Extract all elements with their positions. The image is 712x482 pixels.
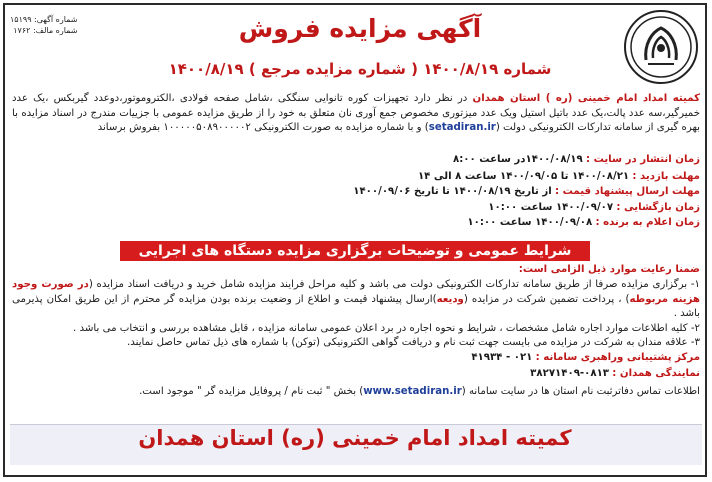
ad-number: شماره آگهی: ۱۵۱۹۹ [10,15,78,24]
condition-item-3: ۳- علاقه مندان به شرکت در مزایده می بایست جهت ثبت نام و دریافت گواهی الکترونیکی (توکن) با شماره های ذیل تماس حاصل نمایند. [127,337,700,348]
intro-text: در نظر دارد تجهیزات کوره تانوایی سنگکی ،شامل صفحه فولادی ،الکتروموتور،دوعدد گیربکس ،یک عدد خمیرگیر،سه عدد پالت،یک عدد باتیل استیل ویک عدد میزتوری مخصوص جمع آوری نان متعلق به خود را از طریق مزایده عمومی با جزییات مندرج در اسناد مزایده با بهره گیری از سامانه تدارکات الکترونیکی دولت ( [12,93,700,133]
setadiran-www-link[interactable]: www.setadiran.ir [363,386,462,397]
date-row: زمان اعلام به برنده : ۱۴۰۰/۰۹/۰۸ ساعت ۱۰:۰۰ [467,217,700,228]
intro-text-end: ) و با شماره مزایده به صورت الکترونیکی ۱۰۰۰۰۰۵۰۸۹۰۰۰۰۰۲ بفروش برساند [97,122,429,133]
conditions-intro: ضمنا رعایت موارد ذیل الزامی است: [518,264,700,275]
date-row: زمان بازگشایی : ۱۴۰۰/۰۹/۰۷ ساعت ۱۰:۰۰ [488,201,700,213]
date-row: زمان انتشار در سایت : ۱۴۰۰/۰۸/۱۹در ساعت ۸:۰۰ [453,154,700,165]
date-row: مهلت بازدید : ۱۴۰۰/۰۸/۲۱ تا ۱۴۰۰/۰۹/۰۵ ساعت ۸ الی ۱۴ [417,170,700,182]
registration-info: اطلاعات تماس دفاترثبت نام استان ها در سایت سامانه (www.setadiran.ir) بخش " ثبت نام / پروفایل مزایده گر " موجود است. [139,386,700,397]
date-row: مهلت ارسال پیشنهاد قیمت : از تاریخ ۱۴۰۰/۰۸/۱۹ تا تاریخ ۱۴۰۰/۰۹/۰۶ [353,186,700,197]
imam-khomeini-relief-logo-icon [624,10,698,84]
condition-item-1: ۱- برگزاری مزایده صرفا از طریق سامانه تدارکات الکترونیکی دولت می باشد و کلیه مراحل فرایند مزایده شامل خرید و دریافت اسناد مزایده (در صورت وجود هزینه مربوطه) ، پرداخت تضمین شرکت در مزایده (ودیعه)ارسال پیشنهاد قیمت و اطلاع از وضعیت برنده بودن مزایده گر محترم از این طریق امکان پذیرمی باشد . [12,279,700,319]
condition-item-2: ۲- کلیه اطلاعات موارد اجاره شامل مشخصات ، شرایط و نحوه اجاره در برد اعلان عمومی سامانه مزایده ، قابل مشاهده بررسی و انتخاب می باشد . [73,323,700,334]
conditions-banner: شرایط عمومی و توضیحات برگزاری مزایده دستگاه های اجرایی [120,241,590,261]
footer-organization: کمیته امداد امام خمینی (ره) استان همدان [138,426,572,450]
author-number: شماره مالف: ۱۷۶۲ [13,26,78,35]
notice-number: شماره ۱۴۰۰/۸/۱۹ ( شماره مزایده مرجع ) ۱۴۰۰/۸/۱۹ [168,60,552,78]
intro-paragraph [12,92,700,136]
representative-row: نمایندگی همدان : ۰۸۱۳-۳۸۲۷۱۴۰۹ [530,367,700,379]
support-contacts [12,351,700,381]
setadiran-link[interactable]: setadiran.ir [428,122,496,133]
organization-name: کمیته امداد امام خمینی (ره ) استان همدان [472,93,700,104]
date-list [12,153,700,231]
notice-title: آگهی مزایده فروش [238,14,482,43]
ad-reference [10,14,77,36]
support-center-row: مرکز پشتیبانی وراهبری سامانه : ۰۲۱ - ۴۱۹۳۴ [471,352,700,363]
